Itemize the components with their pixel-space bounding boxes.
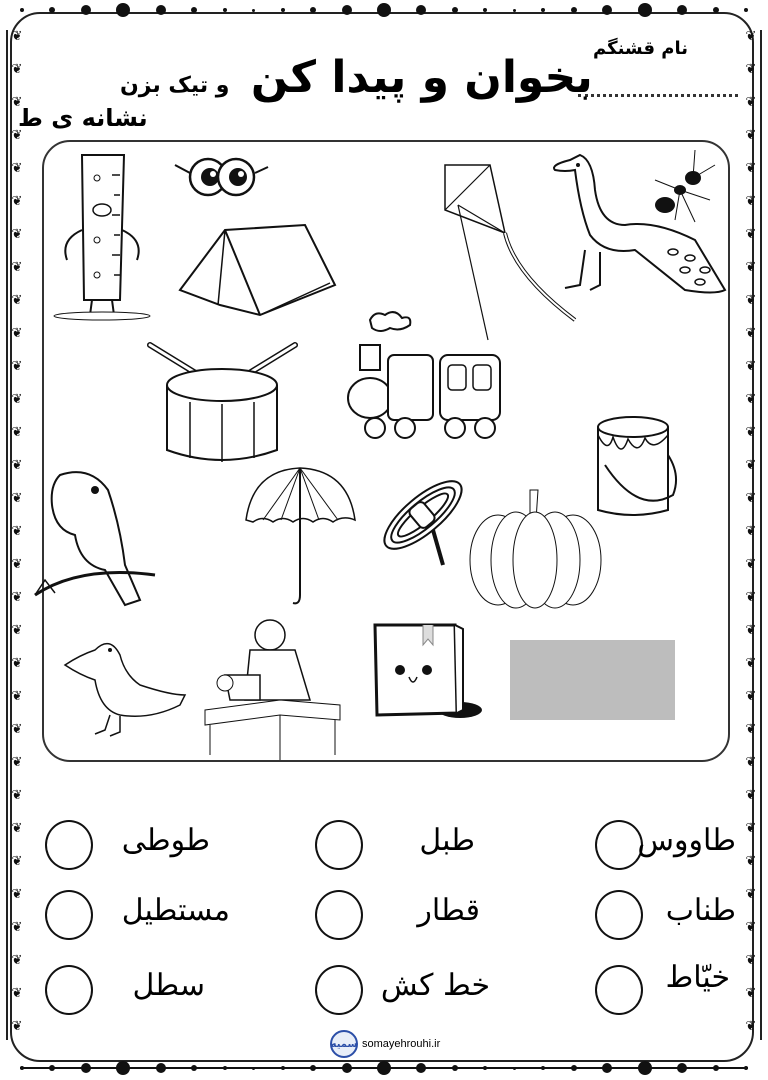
border-dot [81,5,91,15]
leaf-ornament-icon: ❦ [745,623,757,638]
border-dot [116,3,130,17]
border-dot [342,1063,352,1073]
leaf-ornament-icon: ❦ [11,524,23,539]
border-dot [223,8,227,12]
answer-item [310,885,510,945]
leaf-ornament-icon: ❦ [11,722,23,737]
paint-bucket-picture [593,415,678,520]
answer-item [590,885,740,945]
border-dot [602,1063,612,1073]
border-dot [416,5,426,15]
bottom-dot-border [20,1058,748,1078]
leaf-ornament-icon: ❦ [11,821,23,836]
border-dot [713,1065,719,1071]
leaf-ornament-icon: ❦ [745,128,757,143]
train-icon [340,310,510,445]
leaf-ornament-icon: ❦ [745,95,757,110]
ant-picture [635,150,720,225]
border-dot [541,1066,545,1070]
leaf-ornament-icon: ❦ [11,656,23,671]
border-dot [310,1065,316,1071]
border-dot [377,1061,391,1075]
site-url[interactable]: somayehrouhi.ir [362,1038,441,1050]
leaf-ornament-icon: ❦ [11,788,23,803]
leaf-ornament-icon: ❦ [11,920,23,935]
logo-icon: سمیه [330,1030,358,1058]
answer-item [40,815,240,875]
answer-word: قطار [417,893,480,928]
border-dot [252,1067,255,1070]
ruler-picture [52,150,152,320]
leaf-ornament-icon: ❦ [11,854,23,869]
book-icon [365,615,485,720]
border-dot [156,5,166,15]
tick-circle[interactable] [45,965,93,1015]
leaf-ornament-icon: ❦ [11,260,23,275]
leaf-ornament-icon: ❦ [745,887,757,902]
border-dot [342,5,352,15]
leaf-ornament-icon: ❦ [745,194,757,209]
leaf-ornament-icon: ❦ [11,161,23,176]
parrot-picture [30,465,160,610]
page-title [120,52,593,103]
rope-picture [373,465,473,570]
drum-icon [145,340,300,465]
leaf-ornament-icon: ❦ [11,293,23,308]
border-dot [638,1061,652,1075]
border-dot [513,9,516,12]
duck-icon [60,630,190,740]
border-dot [49,1065,55,1071]
border-dot [483,1066,487,1070]
border-dot [377,3,391,17]
ruler-icon [52,150,152,320]
leaf-ornament-icon: ❦ [11,227,23,242]
pumpkin-picture [468,485,603,610]
answer-word: خط کش [380,968,490,1003]
border-dot [483,8,487,12]
border-dot [223,1066,227,1070]
border-dot [281,1066,285,1070]
eyes-picture [170,155,270,200]
top-dot-border [20,0,748,20]
answer-item [40,885,240,945]
leaf-ornament-icon: ❦ [745,425,757,440]
tent-icon [170,225,340,320]
answer-word: خیّاط [665,960,730,995]
leaf-ornament-icon: ❦ [745,524,757,539]
leaf-ornament-icon: ❦ [11,359,23,374]
parrot-icon [30,465,160,610]
leaf-ornament-icon: ❦ [745,392,757,407]
leaf-ornament-icon: ❦ [11,557,23,572]
border-dot [677,1063,687,1073]
border-dot [281,8,285,12]
leaf-ornament-icon: ❦ [11,326,23,341]
leaf-ornament-icon: ❦ [745,656,757,671]
answer-item [310,815,510,875]
border-dot [571,1065,577,1071]
letter-label: نشانه ی ط [18,104,148,132]
blank-gray-box [510,640,675,720]
leaf-ornament-icon: ❦ [745,788,757,803]
answer-word: سطل [132,968,205,1003]
border-dot [452,7,458,13]
leaf-ornament-icon: ❦ [745,920,757,935]
border-dot [20,8,24,12]
tick-circle[interactable] [315,820,363,870]
tailor-icon [200,615,340,760]
leaf-ornament-icon: ❦ [11,62,23,77]
leaf-ornament-icon: ❦ [745,1019,757,1034]
answer-item [40,960,240,1020]
leaf-ornament-icon: ❦ [11,194,23,209]
border-dot [191,7,197,13]
border-dot [513,1067,516,1070]
leaf-ornament-icon: ❦ [745,557,757,572]
leaf-ornament-icon: ❦ [745,29,757,44]
leaf-ornament-icon: ❦ [745,722,757,737]
leaf-ornament-icon: ❦ [745,821,757,836]
title-main: بخوان و پیدا کن [250,52,593,103]
train-picture [340,310,510,445]
tick-circle[interactable] [595,965,643,1015]
border-dot [116,1061,130,1075]
leaf-ornament-icon: ❦ [745,689,757,704]
border-dot [20,1066,24,1070]
tick-circle[interactable] [315,965,363,1015]
umbrella-icon [243,465,358,610]
border-dot [571,7,577,13]
answer-item [310,960,510,1020]
border-dot [452,1065,458,1071]
leaf-ornament-icon: ❦ [11,755,23,770]
tick-circle[interactable] [315,890,363,940]
leaf-ornament-icon: ❦ [745,227,757,242]
answer-word: طاووس [637,823,736,858]
tick-circle[interactable] [595,890,643,940]
rail-line [760,30,762,1040]
answer-row [30,815,740,875]
leaf-ornament-icon: ❦ [11,590,23,605]
border-dot [191,1065,197,1071]
answer-row [30,885,740,945]
border-dot [416,1063,426,1073]
border-dot [81,1063,91,1073]
rail-line [6,30,8,1040]
left-ornament-rail [2,30,24,1040]
answer-word: طوطی [121,823,210,858]
leaf-ornament-icon: ❦ [745,359,757,374]
answer-word: مستطیل [121,893,230,928]
right-ornament-rail [744,30,766,1040]
leaf-ornament-icon: ❦ [11,623,23,638]
leaf-ornament-icon: ❦ [745,326,757,341]
border-dot [541,8,545,12]
eyes-icon [170,155,270,200]
leaf-ornament-icon: ❦ [11,425,23,440]
leaf-ornament-icon: ❦ [11,986,23,1001]
umbrella-picture [243,465,358,610]
answer-word: طناب [665,893,736,928]
duck-picture [60,630,190,740]
tailor-picture [200,615,340,760]
answer-word: طبل [419,823,475,858]
name-label: نام قشنگم [592,38,688,59]
book-picture [365,615,485,720]
leaf-ornament-icon: ❦ [745,854,757,869]
border-dot [602,5,612,15]
border-dot [310,7,316,13]
leaf-ornament-icon: ❦ [745,293,757,308]
leaf-ornament-icon: ❦ [11,1019,23,1034]
leaf-ornament-icon: ❦ [745,986,757,1001]
leaf-ornament-icon: ❦ [11,128,23,143]
leaf-ornament-icon: ❦ [11,95,23,110]
tick-circle[interactable] [595,820,643,870]
footer [330,1030,440,1058]
leaf-ornament-icon: ❦ [745,161,757,176]
border-dot [713,7,719,13]
answer-item [590,815,740,875]
leaf-ornament-icon: ❦ [745,458,757,473]
leaf-ornament-icon: ❦ [745,590,757,605]
leaf-ornament-icon: ❦ [745,62,757,77]
leaf-ornament-icon: ❦ [11,458,23,473]
drum-picture [145,340,300,465]
leaf-ornament-icon: ❦ [11,887,23,902]
tick-circle[interactable] [45,890,93,940]
leaf-ornament-icon: ❦ [11,392,23,407]
leaf-ornament-icon: ❦ [11,29,23,44]
leaf-ornament-icon: ❦ [745,491,757,506]
leaf-ornament-icon: ❦ [745,755,757,770]
tick-circle[interactable] [45,820,93,870]
border-dot [677,5,687,15]
border-dot [49,7,55,13]
border-dot [638,3,652,17]
border-dot [744,1066,748,1070]
leaf-ornament-icon: ❦ [745,953,757,968]
title-sub: و تیک بزن [120,73,230,98]
leaf-ornament-icon: ❦ [745,260,757,275]
leaf-ornament-icon: ❦ [11,689,23,704]
answer-row [30,960,740,1020]
tent-picture [170,225,340,320]
border-dot [252,9,255,12]
border-dot [744,8,748,12]
leaf-ornament-icon: ❦ [11,491,23,506]
name-blank-line[interactable] [578,84,738,97]
answer-item [590,960,740,1020]
paint-bucket-icon [593,415,678,520]
rope-icon [373,465,473,570]
pumpkin-icon [468,485,603,610]
leaf-ornament-icon: ❦ [11,953,23,968]
ant-icon [635,150,720,225]
border-dot [156,1063,166,1073]
